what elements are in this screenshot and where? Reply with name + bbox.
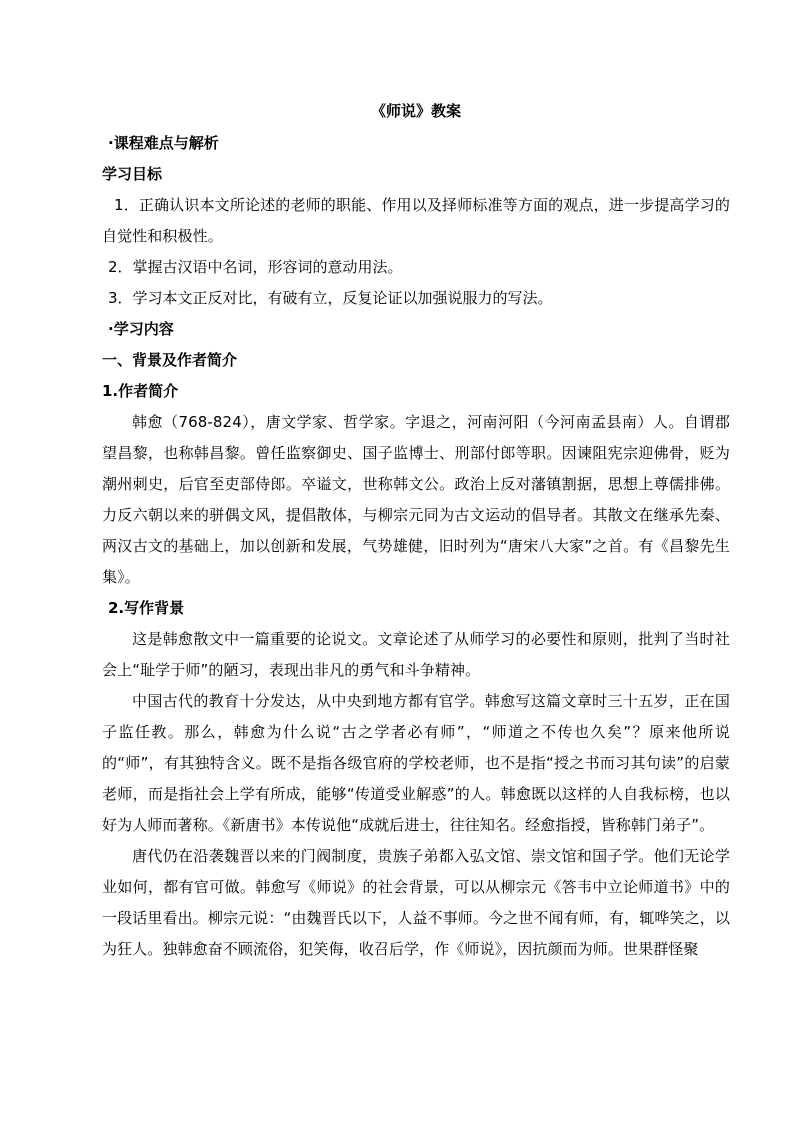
heading-author-intro: 1.作者简介 <box>102 382 179 400</box>
writing-paragraph-3: 唐代仍在沿袭魏晋以来的门阀制度，贵族子弟都入弘文馆、崇文馆和国子学。他们无论学业如何，都有官可做。韩愈写《师说》的社会背景，可以从柳宗元《答韦中立论师道书》中的一段话里看出。柳宗元说：“由魏晋氏以下，人益不事师。今之世不闻有师，有，辄哗笑之，以为狂人。独韩愈奋不顾流俗，犯笑侮，收召后学，作《师说》，因抗颜而为师。世果群怪聚 <box>102 847 730 958</box>
goal-item-3: 3．学习本文正反对比，有破有立，反复论证以加强说服力的写法。 <box>108 289 553 307</box>
writing-paragraph-2: 中国古代的教育十分发达，从中央到地方都有官学。韩愈写这篇文章时三十五岁，正在国子监任教。那么，韩愈为什么说“古之学者必有师”，“师道之不传也久矣”？原来他所说的“师”，有其独特含义。既不是指各级官府的学校老师，也不是指“授之书而习其句读”的启蒙老师，而是指社会上学有所成，能够“传道受业解惑”的人。韩愈既以这样的人自我标榜，也以好为人师而著称。《新唐书》本传说他“成就后进士，往往知名。经愈指授，皆称韩门弟子”。 <box>102 692 730 834</box>
section-heading-content: ·学习内容 <box>108 320 174 338</box>
author-paragraph: 韩愈（768-824），唐文学家、哲学家。字退之，河南河阳（今河南孟县南）人。自谓郡望昌黎，也称韩昌黎。曾任监察御史、国子监博士、刑部付郎等职。因谏阻宪宗迎佛骨，贬为潮州刺史，后官至吏部侍郎。卒谥文，世称韩文公。政治上反对藩镇割据，思想上尊儒排佛。力反六朝以来的骈偶文风，提倡散体，与柳宗元同为古文运动的倡导者。其散文在继承先秦、两汉古文的基础上，加以创新和发展，气势雄健，旧时列为“唐宋八大家”之首。有《昌黎先生集》。 <box>102 413 730 586</box>
heading-background: 一、背景及作者简介 <box>102 351 238 369</box>
goal-item-1: 1．正确认识本文所论述的老师的职能、作用以及择师标准等方面的观点，进一步提高学习的自觉性和积极性。 <box>102 196 730 245</box>
heading-learning-goals: 学习目标 <box>102 165 163 183</box>
heading-writing-background: 2.写作背景 <box>108 599 185 617</box>
document-page <box>102 96 730 965</box>
writing-paragraph-1: 这是韩愈散文中一篇重要的论说文。文章论述了从师学习的必要性和原则，批判了当时社会上“耻学于师”的陋习，表现出非凡的勇气和斗争精神。 <box>102 630 730 679</box>
goal-item-2: 2．掌握古汉语中名词，形容词的意动用法。 <box>108 258 403 276</box>
document-title: 《师说》教案 <box>370 102 461 120</box>
section-heading-difficulty: ·课程难点与解析 <box>108 134 219 152</box>
